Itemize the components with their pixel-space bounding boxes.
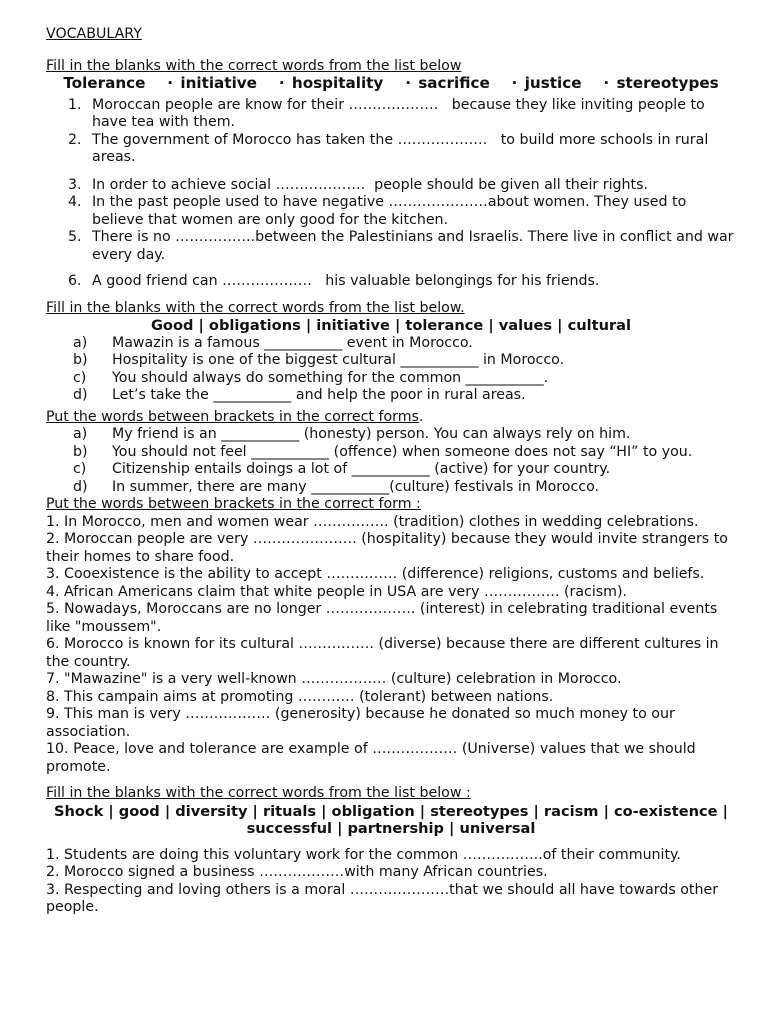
section-fill-blanks-1 xyxy=(46,58,736,291)
list-item: d) In summer, there are many ___________(culture) festivals in Morocco. xyxy=(73,478,600,495)
list-item: 3. Cooexistence is the ability to accept …………… (difference) religions, customs and beliefs. xyxy=(46,566,705,582)
list-item: b) You should not feel ___________ (offence) when someone does not say “HI” to you. xyxy=(73,443,693,460)
list-item: 3. Respecting and loving others is a moral …………………that we should all have towards other people. xyxy=(46,881,719,915)
list-item: d) Let’s take the ___________ and help the poor in rural areas. xyxy=(73,387,526,403)
section-heading: Put the words between brackets in the correct forms. xyxy=(46,408,424,425)
list-item: a) Mawazin is a famous ___________ event in Morocco. xyxy=(73,334,473,351)
list-item: c) You should always do something for the common ___________. xyxy=(73,369,549,386)
list-item: 6. Morocco is known for its cultural ……………. (diverse) because there are different cultures in the country. xyxy=(46,636,719,670)
list-item: 2. The government of Morocco has taken the ………………. to build more schools in rural areas. xyxy=(68,131,713,165)
list-item: c) Citizenship entails doings a lot of ___________ (active) for your country. xyxy=(73,461,611,477)
section-fill-blanks-3 xyxy=(46,785,736,917)
word-list-line-2: successful | partnership | universal xyxy=(246,820,536,837)
list-item: 9. This man is very ……………… (generosity) because he donated so much money to our association. xyxy=(46,706,675,740)
list-item: 2. Moroccan people are very …………………. (hospitality) because they would invite strangers to their homes to share food. xyxy=(46,531,728,565)
list-item: 5. There is no ……………..between the Palestinians and Israelis. There live in conflict and war every day. xyxy=(68,229,734,263)
list-item: b) Hospitality is one of the biggest cultural ___________ in Morocco. xyxy=(73,352,565,368)
list-item: 1. Students are doing this voluntary work for the common ……………..of their community. xyxy=(46,846,681,863)
list-item: 2. Morocco signed a business ………………with many African countries. xyxy=(46,864,548,880)
list-item: 1. Moroccan people are know for their ………………. because they like inviting people to have tea with them. xyxy=(68,96,710,130)
list-item: 10. Peace, love and tolerance are example of ……………… (Universe) values that we should promote. xyxy=(46,741,696,775)
section-heading: Put the words between brackets in the correct form : xyxy=(46,496,421,512)
list-item: 8. This campain aims at promoting ………… (tolerant) between nations. xyxy=(46,688,554,705)
section-heading: Fill in the blanks with the correct words from the list below. xyxy=(46,299,465,316)
list-item: a) My friend is an ___________ (honesty) person. You can always rely on him. xyxy=(73,426,631,442)
worksheet xyxy=(46,26,736,917)
exercise-list xyxy=(46,97,736,291)
section-fill-blanks-2 xyxy=(46,300,736,405)
section-heading: Fill in the blanks with the correct words from the list below xyxy=(46,57,462,74)
list-item: 5. Nowadays, Moroccans are no longer ………………. (interest) in celebrating traditional events like "moussem". xyxy=(46,601,718,635)
section-word-forms-1 xyxy=(46,409,736,497)
word-list: Tolerance · initiative · hospitality · sacrifice · justice · stereotypes xyxy=(63,74,719,92)
exercise-list xyxy=(46,426,736,496)
section-word-forms-2 xyxy=(46,496,736,776)
word-list: Good | obligations | initiative | tolerance | values | cultural xyxy=(150,317,632,334)
list-item: 6. A good friend can ………………. his valuable belongings for his friends. xyxy=(68,273,600,289)
list-item: 4. African Americans claim that white people in USA are very ……………. (racism). xyxy=(46,583,628,600)
section-heading: Fill in the blanks with the correct words from the list below : xyxy=(46,785,471,801)
list-item: 7. "Mawazine" is a very well-known ……………… (culture) celebration in Morocco. xyxy=(46,671,622,687)
exercise-list xyxy=(46,335,736,405)
list-item: 1. In Morocco, men and women wear ……………. (tradition) clothes in wedding celebrations. xyxy=(46,513,699,530)
list-item: 4. In the past people used to have negative …………………about women. They used to believe that women are only good for the kitchen. xyxy=(68,194,687,228)
page-title: VOCABULARY xyxy=(46,26,142,42)
list-item: 3. In order to achieve social ………………. people should be given all their rights. xyxy=(68,176,649,193)
word-list-line-1: Shock | good | diversity | rituals | obligation | stereotypes | racism | co-existence | xyxy=(54,802,728,820)
